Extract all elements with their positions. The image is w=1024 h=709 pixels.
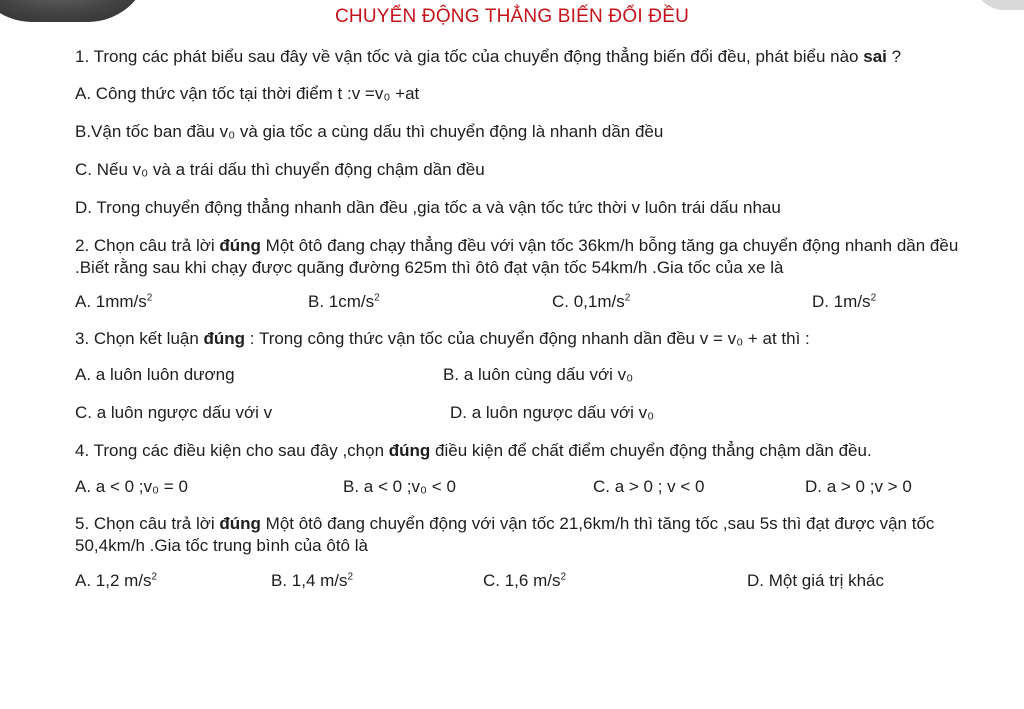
question-2-stem: 2. Chọn câu trả lời đúng Một ôtô đang chạy thẳng đều với vận tốc 36km/h bỗng tăng ga chuyển động nhanh dần đều .Biết rằng sau khi chạy được quãng đường 625m thì ôtô đạt vận tốc 54km/h .Gia tốc của xe là — [75, 236, 959, 277]
question-3-option-a[interactable]: A. a luôn luôn dương — [75, 365, 235, 384]
question-4-option-d[interactable]: D. a > 0 ;v > 0 — [805, 477, 912, 496]
question-5-options — [75, 570, 975, 594]
question-5-option-d[interactable]: D. Một giá trị khác — [747, 571, 884, 590]
question-2-option-b[interactable]: B. $1cm/s^2$ — [308, 292, 380, 311]
question-5-option-b[interactable]: B. 1,4 $m/s^2$ — [271, 571, 354, 590]
question-3-options-row-2 — [75, 402, 975, 426]
question-2-option-c[interactable]: C. $0,1m/s^2$ — [552, 292, 631, 311]
question-2-option-a[interactable]: A. $1mm/s^2$ — [75, 292, 153, 311]
document-title: CHUYỂN ĐỘNG THẲNG BIẾN ĐỔI ĐỀU — [334, 6, 690, 27]
question-3-option-d[interactable]: D. a luôn ngược dấu với v₀ — [450, 403, 655, 422]
question-5-stem: 5. Chọn câu trả lời đúng Một ôtô đang chuyển động với vận tốc 21,6km/h thì tăng tốc ,sau 5s thì đạt được vận tốc 50,4km/h .Gia tốc trung bình của ôtô là — [75, 514, 935, 555]
question-4-option-c[interactable]: C. a > 0 ; v < 0 — [593, 477, 705, 496]
document-body — [75, 46, 975, 594]
question-4-options — [75, 476, 975, 500]
question-4-stem: 4. Trong các điều kiện cho sau đây ,chọn đúng điều kiện để chất điểm chuyển động thẳng chậm dần đều. — [75, 441, 872, 460]
question-3-stem: 3. Chọn kết luận đúng : Trong công thức vận tốc của chuyển động nhanh dần đều v = v₀ + at thì : — [75, 329, 810, 348]
question-3-option-c[interactable]: C. a luôn ngược dấu với v — [75, 403, 273, 422]
question-1-option-d[interactable]: D. Trong chuyển động thẳng nhanh dần đều ,gia tốc a và vận tốc tức thời v luôn trái dấu nhau — [75, 198, 781, 217]
question-4-option-a[interactable]: A. a < 0 ;v₀ = 0 — [75, 477, 188, 496]
question-2-options — [75, 291, 975, 315]
question-3-option-b[interactable]: B. a luôn cùng dấu với v₀ — [443, 365, 634, 384]
question-1-option-b[interactable]: B.Vận tốc ban đầu v₀ và gia tốc a cùng dấu thì chuyển động là nhanh dần đều — [75, 122, 664, 141]
question-1-option-a[interactable]: A. Công thức vận tốc tại thời điểm t :v =v₀ +at — [75, 84, 420, 103]
question-2-option-d[interactable]: D. $1m/s^2$ — [812, 292, 877, 311]
question-5-option-a[interactable]: A. 1,2 $m/s^2$ — [75, 571, 158, 590]
question-3-options-row-1 — [75, 364, 975, 388]
question-4-option-b[interactable]: B. a < 0 ;v₀ < 0 — [343, 477, 456, 496]
question-5-option-c[interactable]: C. 1,6 $m/s^2$ — [483, 571, 567, 590]
question-1-option-c[interactable]: C. Nếu v₀ và a trái dấu thì chuyển động chậm dần đều — [75, 160, 485, 179]
question-1-stem: 1. Trong các phát biểu sau đây về vận tốc và gia tốc của chuyển động thẳng biến đổi đều, phát biểu nào sai ? — [75, 47, 902, 66]
